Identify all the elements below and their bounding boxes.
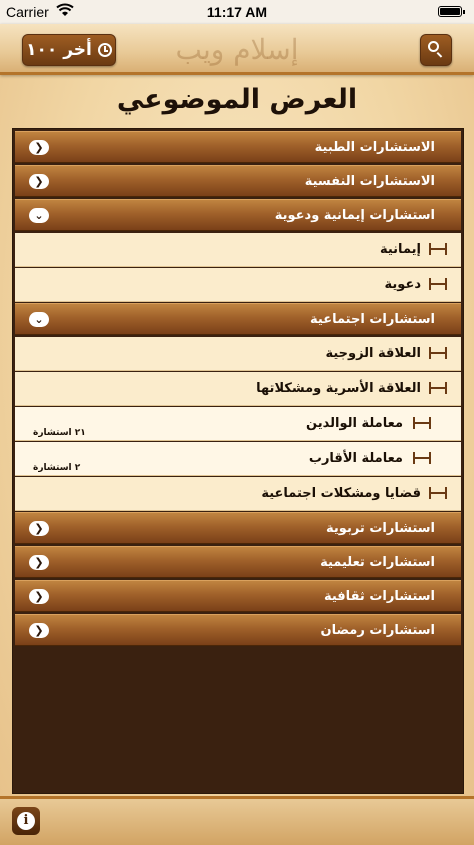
chevron-left-icon: ❮ <box>29 140 49 155</box>
subcategory-row-social-issues[interactable] <box>15 477 461 511</box>
subsubcategory-label: معاملة الوالدين <box>306 416 403 431</box>
category-row-cultural[interactable] <box>15 580 461 612</box>
bottom-toolbar <box>0 796 474 845</box>
tree-branch-icon <box>429 487 447 499</box>
category-label: استشارات تعليمية <box>320 555 435 570</box>
subcategory-row-marital[interactable] <box>15 337 461 371</box>
tree-branch-icon <box>413 452 431 464</box>
category-row-ramadan[interactable] <box>15 614 461 646</box>
tree-branch-icon <box>429 278 447 290</box>
chevron-down-icon: ⌄ <box>29 312 49 327</box>
page-title: العرض الموضوعي <box>116 84 358 115</box>
tree-branch-icon <box>429 382 447 394</box>
category-label: استشارات تربوية <box>326 521 435 536</box>
subcategory-row-family[interactable] <box>15 372 461 406</box>
chevron-left-icon: ❮ <box>29 555 49 570</box>
subcategory-label: العلاقة الأسرية ومشكلاتها <box>256 381 421 396</box>
category-label: استشارات ثقافية <box>323 589 435 604</box>
category-row-educational[interactable] <box>15 512 461 544</box>
subsubcategory-label: معاملة الأقارب <box>308 451 403 466</box>
topic-list[interactable] <box>12 128 464 794</box>
carrier-name: Carrier <box>6 4 49 20</box>
category-row-medical[interactable] <box>15 131 461 163</box>
chevron-down-icon: ⌄ <box>29 208 49 223</box>
tree-branch-icon <box>429 347 447 359</box>
category-row-social[interactable] <box>15 303 461 335</box>
info-icon: i <box>17 812 35 830</box>
last-100-button[interactable] <box>22 34 116 66</box>
subsubcategory-row-relatives[interactable] <box>15 442 461 476</box>
tree-branch-icon <box>429 243 447 255</box>
category-row-faith-dawa[interactable] <box>15 199 461 231</box>
nav-bar <box>0 24 474 75</box>
chevron-left-icon: ❮ <box>29 174 49 189</box>
brand-logo-text: إسلام ويب <box>175 32 299 66</box>
info-button[interactable] <box>12 807 40 835</box>
chevron-left-icon: ❮ <box>29 623 49 638</box>
category-row-psychological[interactable] <box>15 165 461 197</box>
chevron-left-icon: ❮ <box>29 589 49 604</box>
category-row-teaching[interactable] <box>15 546 461 578</box>
category-label: الاستشارات النفسية <box>304 174 435 189</box>
brand-logo <box>112 30 362 68</box>
category-label: الاستشارات الطبية <box>314 140 435 155</box>
search-icon <box>428 41 439 52</box>
clock-icon <box>98 43 112 57</box>
last-100-label: أخر ١٠٠ <box>26 40 92 60</box>
status-bar <box>0 0 474 24</box>
subsubcategory-row-parents[interactable] <box>15 407 461 441</box>
category-label: استشارات اجتماعية <box>310 312 435 327</box>
tree-branch-icon <box>413 417 431 429</box>
search-button[interactable] <box>420 34 452 66</box>
consultation-count: ٢ استشارة <box>33 463 81 473</box>
category-label: استشارات إيمانية ودعوية <box>274 208 435 223</box>
status-time: 11:17 AM <box>206 4 268 20</box>
battery-icon <box>438 6 462 17</box>
consultation-count: ٢١ استشارة <box>33 428 86 438</box>
chevron-left-icon: ❮ <box>29 521 49 536</box>
subcategory-row-dawa[interactable] <box>15 268 461 302</box>
subcategory-label: دعوية <box>384 277 421 292</box>
subcategory-row-faith[interactable] <box>15 233 461 267</box>
subcategory-label: قضايا ومشكلات اجتماعية <box>261 486 421 501</box>
category-label: استشارات رمضان <box>320 623 435 638</box>
subcategory-label: العلاقة الزوجية <box>325 346 421 361</box>
subcategory-label: إيمانية <box>379 242 421 257</box>
